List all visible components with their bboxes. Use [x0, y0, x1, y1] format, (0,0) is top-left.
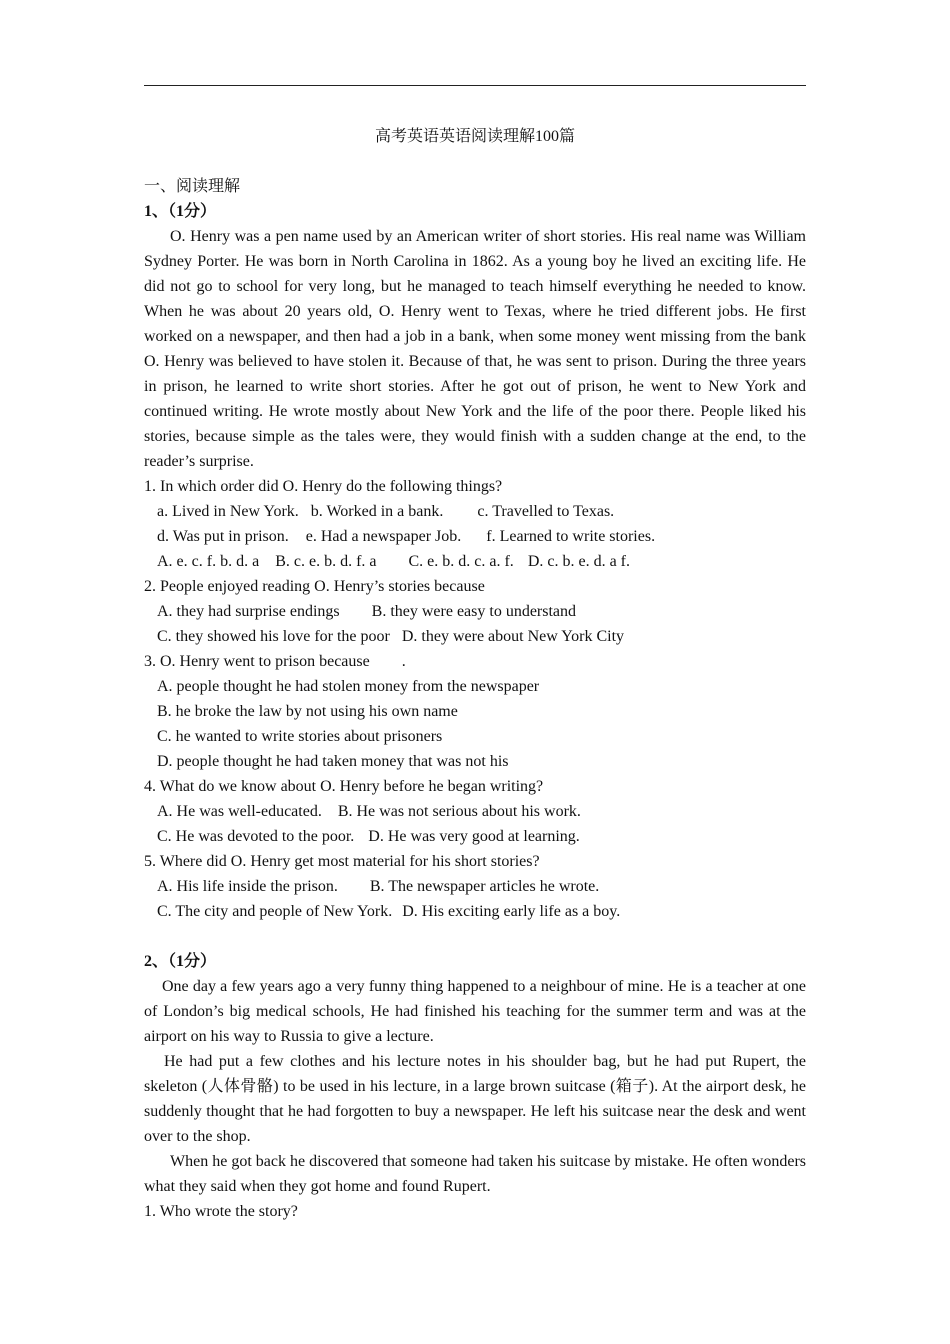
spacer [144, 924, 806, 949]
option: C. they showed his love for the poor [157, 628, 390, 645]
option: C. he wanted to write stories about prisoners [157, 728, 443, 745]
option: A. e. c. f. b. d. a [157, 553, 260, 570]
option: A. people thought he had stolen money from the newspaper [157, 678, 540, 695]
option: A. they had surprise endings [157, 603, 340, 620]
option: A. His life inside the prison. [157, 878, 338, 895]
page-title: 高考英语英语阅读理解100篇 [374, 128, 575, 145]
option: B. they were easy to understand [371, 603, 577, 620]
option: B. c. e. b. d. f. a [275, 553, 377, 570]
item: c. Travelled to Texas. [477, 503, 615, 520]
option-row [144, 899, 806, 924]
option: D. they were about New York City [401, 628, 625, 645]
item: b. Worked in a bank. [310, 503, 444, 520]
question-stem: 1. In which order did O. Henry do the following things? [144, 478, 503, 495]
question-stem: 5. Where did O. Henry get most material for his short stories? [144, 853, 540, 870]
document-body [144, 174, 806, 1224]
question-stem: 1. Who wrote the story? [144, 1203, 298, 1220]
option: C. He was devoted to the poor. [157, 828, 355, 845]
option: B. The newspaper articles he wrote. [369, 878, 600, 895]
item: a. Lived in New York. [157, 503, 299, 520]
option: C. The city and people of New York. [157, 903, 393, 920]
option: D. c. b. e. d. a f. [527, 553, 630, 570]
question-stem: 2. People enjoyed reading O. Henry’s stories because [144, 578, 485, 595]
option-row [144, 799, 806, 824]
option: D. people thought he had taken money that was not his [157, 753, 509, 770]
option: D. His exciting early life as a boy. [402, 903, 621, 920]
item-row [144, 524, 806, 549]
passage-2-paragraph: When he got back he discovered that someone had taken his suitcase by mistake. He often wonders what they said when they got home and found Rupert. [144, 1153, 806, 1195]
option: D. He was very good at learning. [368, 828, 580, 845]
option: B. He was not serious about his work. [337, 803, 581, 820]
passage-1: O. Henry was a pen name used by an American writer of short stories. His real name was William Sydney Porter. He was born in North Carolina in 1862. As a young boy he lived an exciting life. He did not go to school for very long, but he managed to teach himself everything he needed to know. When he was about 20 years old, O. Henry went to Texas, where he tried different jobs. He first worked on a newspaper, and then had a job in a bank, when some money went missing from the bank O. Henry was believed to have stolen it. Because of that, he was sent to prison. During the three years in prison, he learned to write short stories. After he got out of prison, he went to New York and continued writing. He wrote mostly about New York and the life of the poor there. People liked his stories, because simple as the tales were, they would finish with a sudden change at the end, to the reader’s surprise. [144, 228, 806, 470]
option-row [144, 624, 806, 649]
item: d. Was put in prison. [157, 528, 289, 545]
question-stem: 4. What do we know about O. Henry before he began writing? [144, 778, 544, 795]
option: A. He was well-educated. [157, 803, 322, 820]
question-header-1: 1、（1分） [144, 203, 217, 220]
passage-2-paragraph: He had put a few clothes and his lecture notes in his shoulder bag, but he had put Rupert, the skeleton (人体骨骼) to be used in his lecture, in a large brown suitcase (箱子). At the airport desk, he suddenly thought that he had forgotten to buy a newspaper. He left his suitcase near the desk and went over to the shop. [144, 1053, 806, 1145]
option: C. e. b. d. c. a. f. [408, 553, 514, 570]
question-header-2: 2、（1分） [144, 953, 217, 970]
option-row [144, 599, 806, 624]
option-row [144, 874, 806, 899]
question-stem: 3. O. Henry went to prison because . [144, 653, 406, 670]
item: f. Learned to write stories. [486, 528, 656, 545]
passage-2-paragraph: One day a few years ago a very funny thing happened to a neighbour of mine. He is a teacher at one of London’s big medical schools, He had finished his teaching for the summer term and was at the airport on his way to Russia to give a lecture. [144, 978, 806, 1045]
item: e. Had a newspaper Job. [305, 528, 462, 545]
header-rule [144, 85, 806, 86]
option-row [144, 549, 806, 574]
option-row [144, 824, 806, 849]
option: B. he broke the law by not using his own name [157, 703, 458, 720]
item-row [144, 499, 806, 524]
section-heading: 一、阅读理解 [144, 178, 241, 195]
